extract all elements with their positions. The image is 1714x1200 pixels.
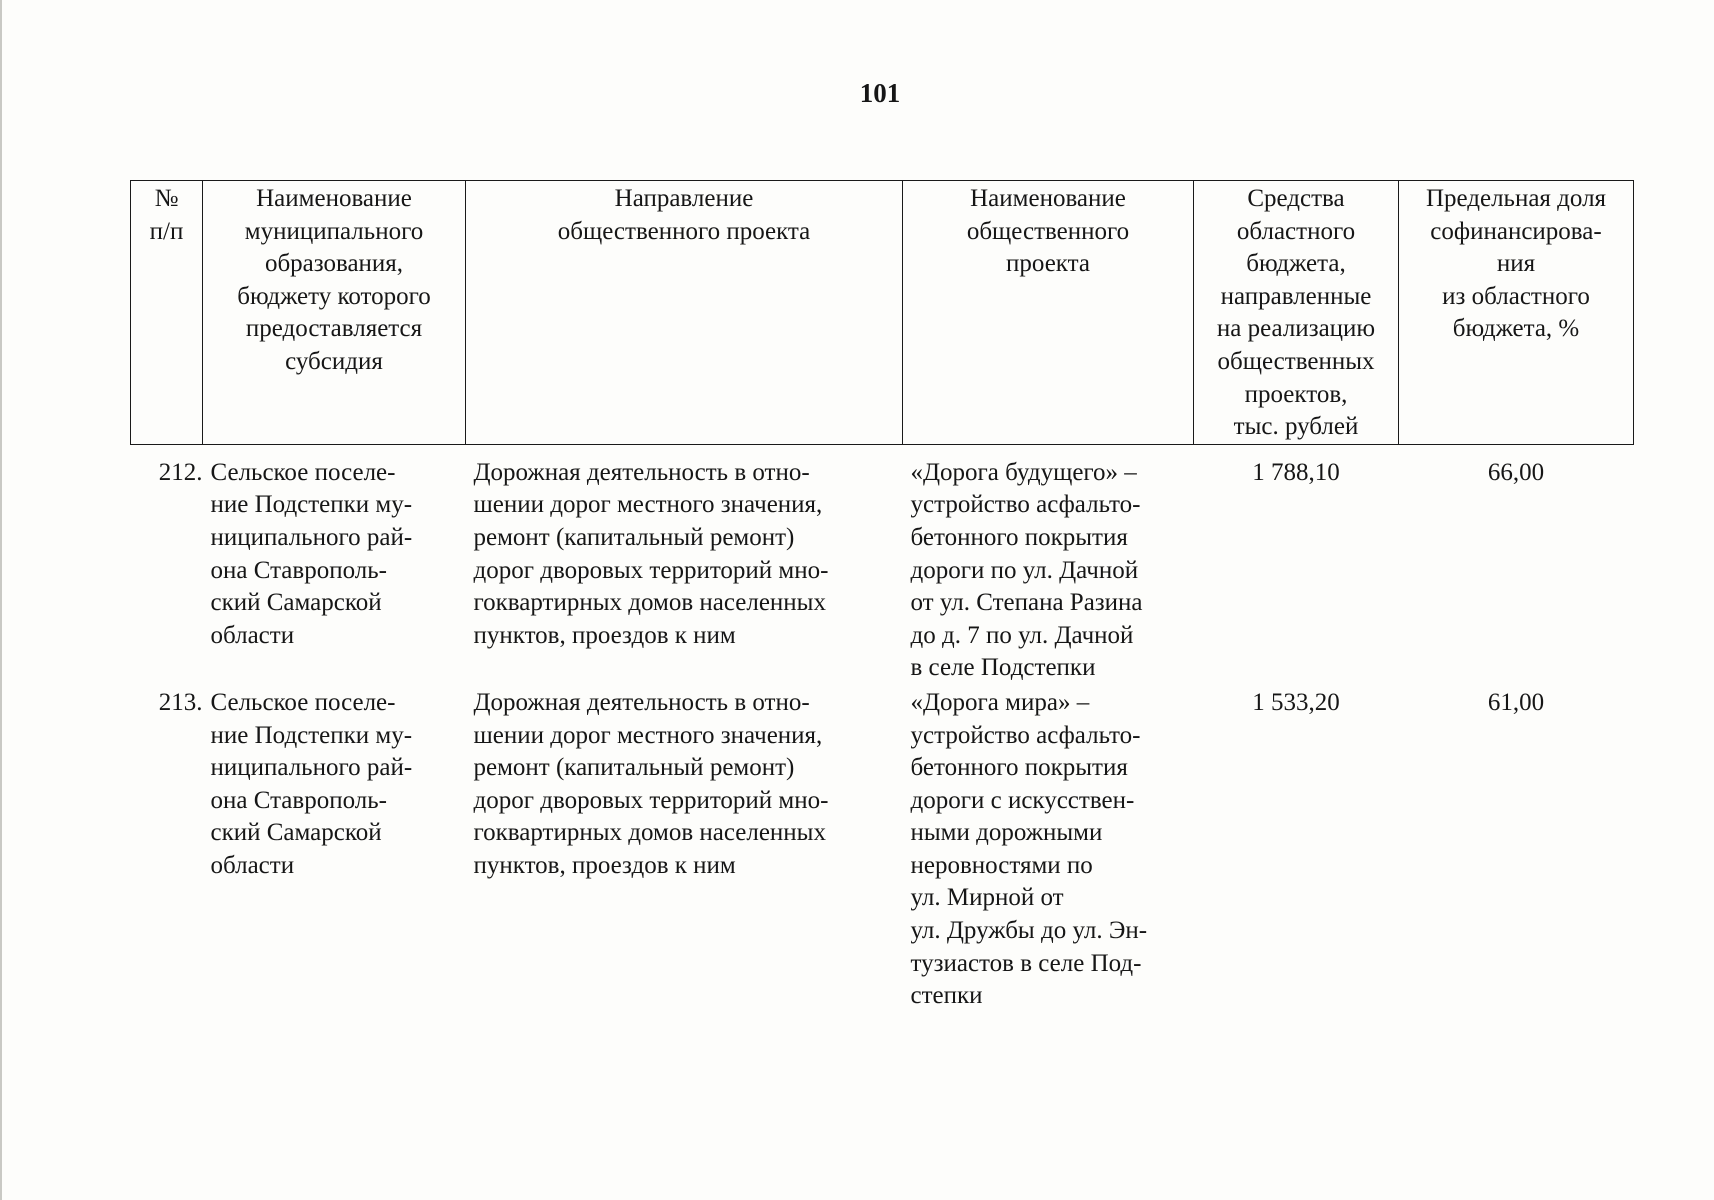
table-row [131,444,1634,685]
cell-line: Дорожная деятельность в отно- [473,688,810,716]
cell-line: ский Самарской [210,819,382,847]
cell-line: ными дорожными [910,819,1103,847]
cell-line: гоквартирных домов населенных [473,819,826,847]
cell-line: из областного [1442,282,1590,310]
cell-line: неровностями по [910,851,1093,879]
cell-line: ремонт (капитальный ремонт) [473,523,795,551]
cell-line: она Ставрополь- [210,556,387,584]
cell-line: общественного [966,217,1130,245]
cell-line: бетонного покрытия [910,523,1128,551]
cell-line: ремонт (капитальный ремонт) [473,754,795,782]
cell-line: тыс. рублей [1233,413,1359,441]
cell-line: бетонного покрытия [910,754,1128,782]
cell-line: она Ставрополь- [210,786,387,814]
cell-line: пунктов, проездов к ним [473,621,736,649]
cell-line: общественного проекта [557,217,811,245]
row-regional-funds: 1 533,20 [1252,688,1340,716]
row-project-name [903,685,1194,1013]
cell-line: степки [910,982,983,1010]
cell-line: ние Подстепки му- [210,721,413,749]
cell-line: Дорожная деятельность в отно- [473,458,810,486]
cell-line: образования, [264,250,404,278]
cell-line: общественных [1217,347,1375,375]
cell-line: дорог дворовых территорий мно- [473,556,829,584]
cell-line: Средства [1247,185,1345,212]
cell-line: устройство асфальто- [910,721,1141,749]
cell-line: ский Самарской [210,589,382,617]
header-number [131,181,203,445]
cell-line: «Дорога мира» – [910,688,1090,716]
cell-line: ниципального рай- [210,523,413,551]
cell-line: ул. Мирной от [910,884,1064,912]
cell-line: субсидия [285,347,383,375]
cell-line: ния [1496,250,1536,278]
row-number: 213. [158,688,203,716]
row-municipality [203,444,466,685]
cell-line: предоставляется [245,315,423,343]
cell-line: № [154,185,179,212]
cell-line: бюджета, [1246,250,1346,278]
cell-line: пунктов, проездов к ним [473,851,736,879]
subsidy-table [130,180,1634,1013]
page-edge [0,0,2,1200]
header-municipality [203,181,466,445]
cell-line: Направление [614,185,754,212]
cell-line: шении дорог местного значения, [473,721,823,749]
cell-line: проекта [1006,250,1090,278]
cell-line: ниципального рай- [210,754,413,782]
row-direction [466,444,903,685]
cell-line: проектов, [1244,380,1348,408]
cell-line: гоквартирных домов населенных [473,589,826,617]
cell-line: Наименование [256,185,412,212]
cell-line: до д. 7 по ул. Дачной [910,621,1134,649]
cell-line: на реализацию [1216,315,1376,343]
cell-line: дороги с искусствен- [910,786,1135,814]
cell-line: муниципального [244,217,424,245]
cell-line: дорог дворовых территорий мно- [473,786,829,814]
cell-line: тузиастов в селе Под- [910,949,1142,977]
cell-line: от ул. Степана Разина [910,589,1143,617]
cell-line: шении дорог местного значения, [473,491,823,519]
cell-line: ние Подстепки му- [210,491,413,519]
cell-line: в селе Подстепки [910,654,1096,682]
cell-line: Сельское поселе- [210,688,396,716]
row-number: 212. [158,458,203,486]
cell-line: ул. Дружбы до ул. Эн- [910,917,1148,945]
row-regional-funds: 1 788,10 [1252,458,1340,486]
row-cofinancing-share: 61,00 [1487,688,1545,716]
row-direction [466,685,903,1013]
header-project-name [903,181,1194,445]
table-row [131,685,1634,1013]
table-header-row [131,181,1634,445]
cell-line: бюджета, % [1452,315,1580,343]
header-direction [466,181,903,445]
cell-line: Предельная доля [1425,185,1607,212]
cell-line: дороги по ул. Дачной [910,556,1139,584]
header-cofinancing-share [1399,181,1634,445]
row-cofinancing-share: 66,00 [1487,458,1545,486]
row-project-name [903,444,1194,685]
cell-line: направленные [1220,282,1372,310]
cell-line: устройство асфальто- [910,491,1141,519]
cell-line: бюджету которого [237,282,431,310]
cell-line: Наименование [970,185,1126,212]
cell-line: софинансирова- [1430,217,1602,245]
header-regional-funds [1194,181,1399,445]
row-municipality [203,685,466,1013]
cell-line: области [210,621,295,649]
cell-line: «Дорога будущего» – [910,458,1137,486]
cell-line: области [210,851,295,879]
cell-line: областного [1236,217,1356,245]
cell-line: Сельское поселе- [210,458,396,486]
cell-line: п/п [149,217,184,245]
page-number: 101 [859,78,901,108]
